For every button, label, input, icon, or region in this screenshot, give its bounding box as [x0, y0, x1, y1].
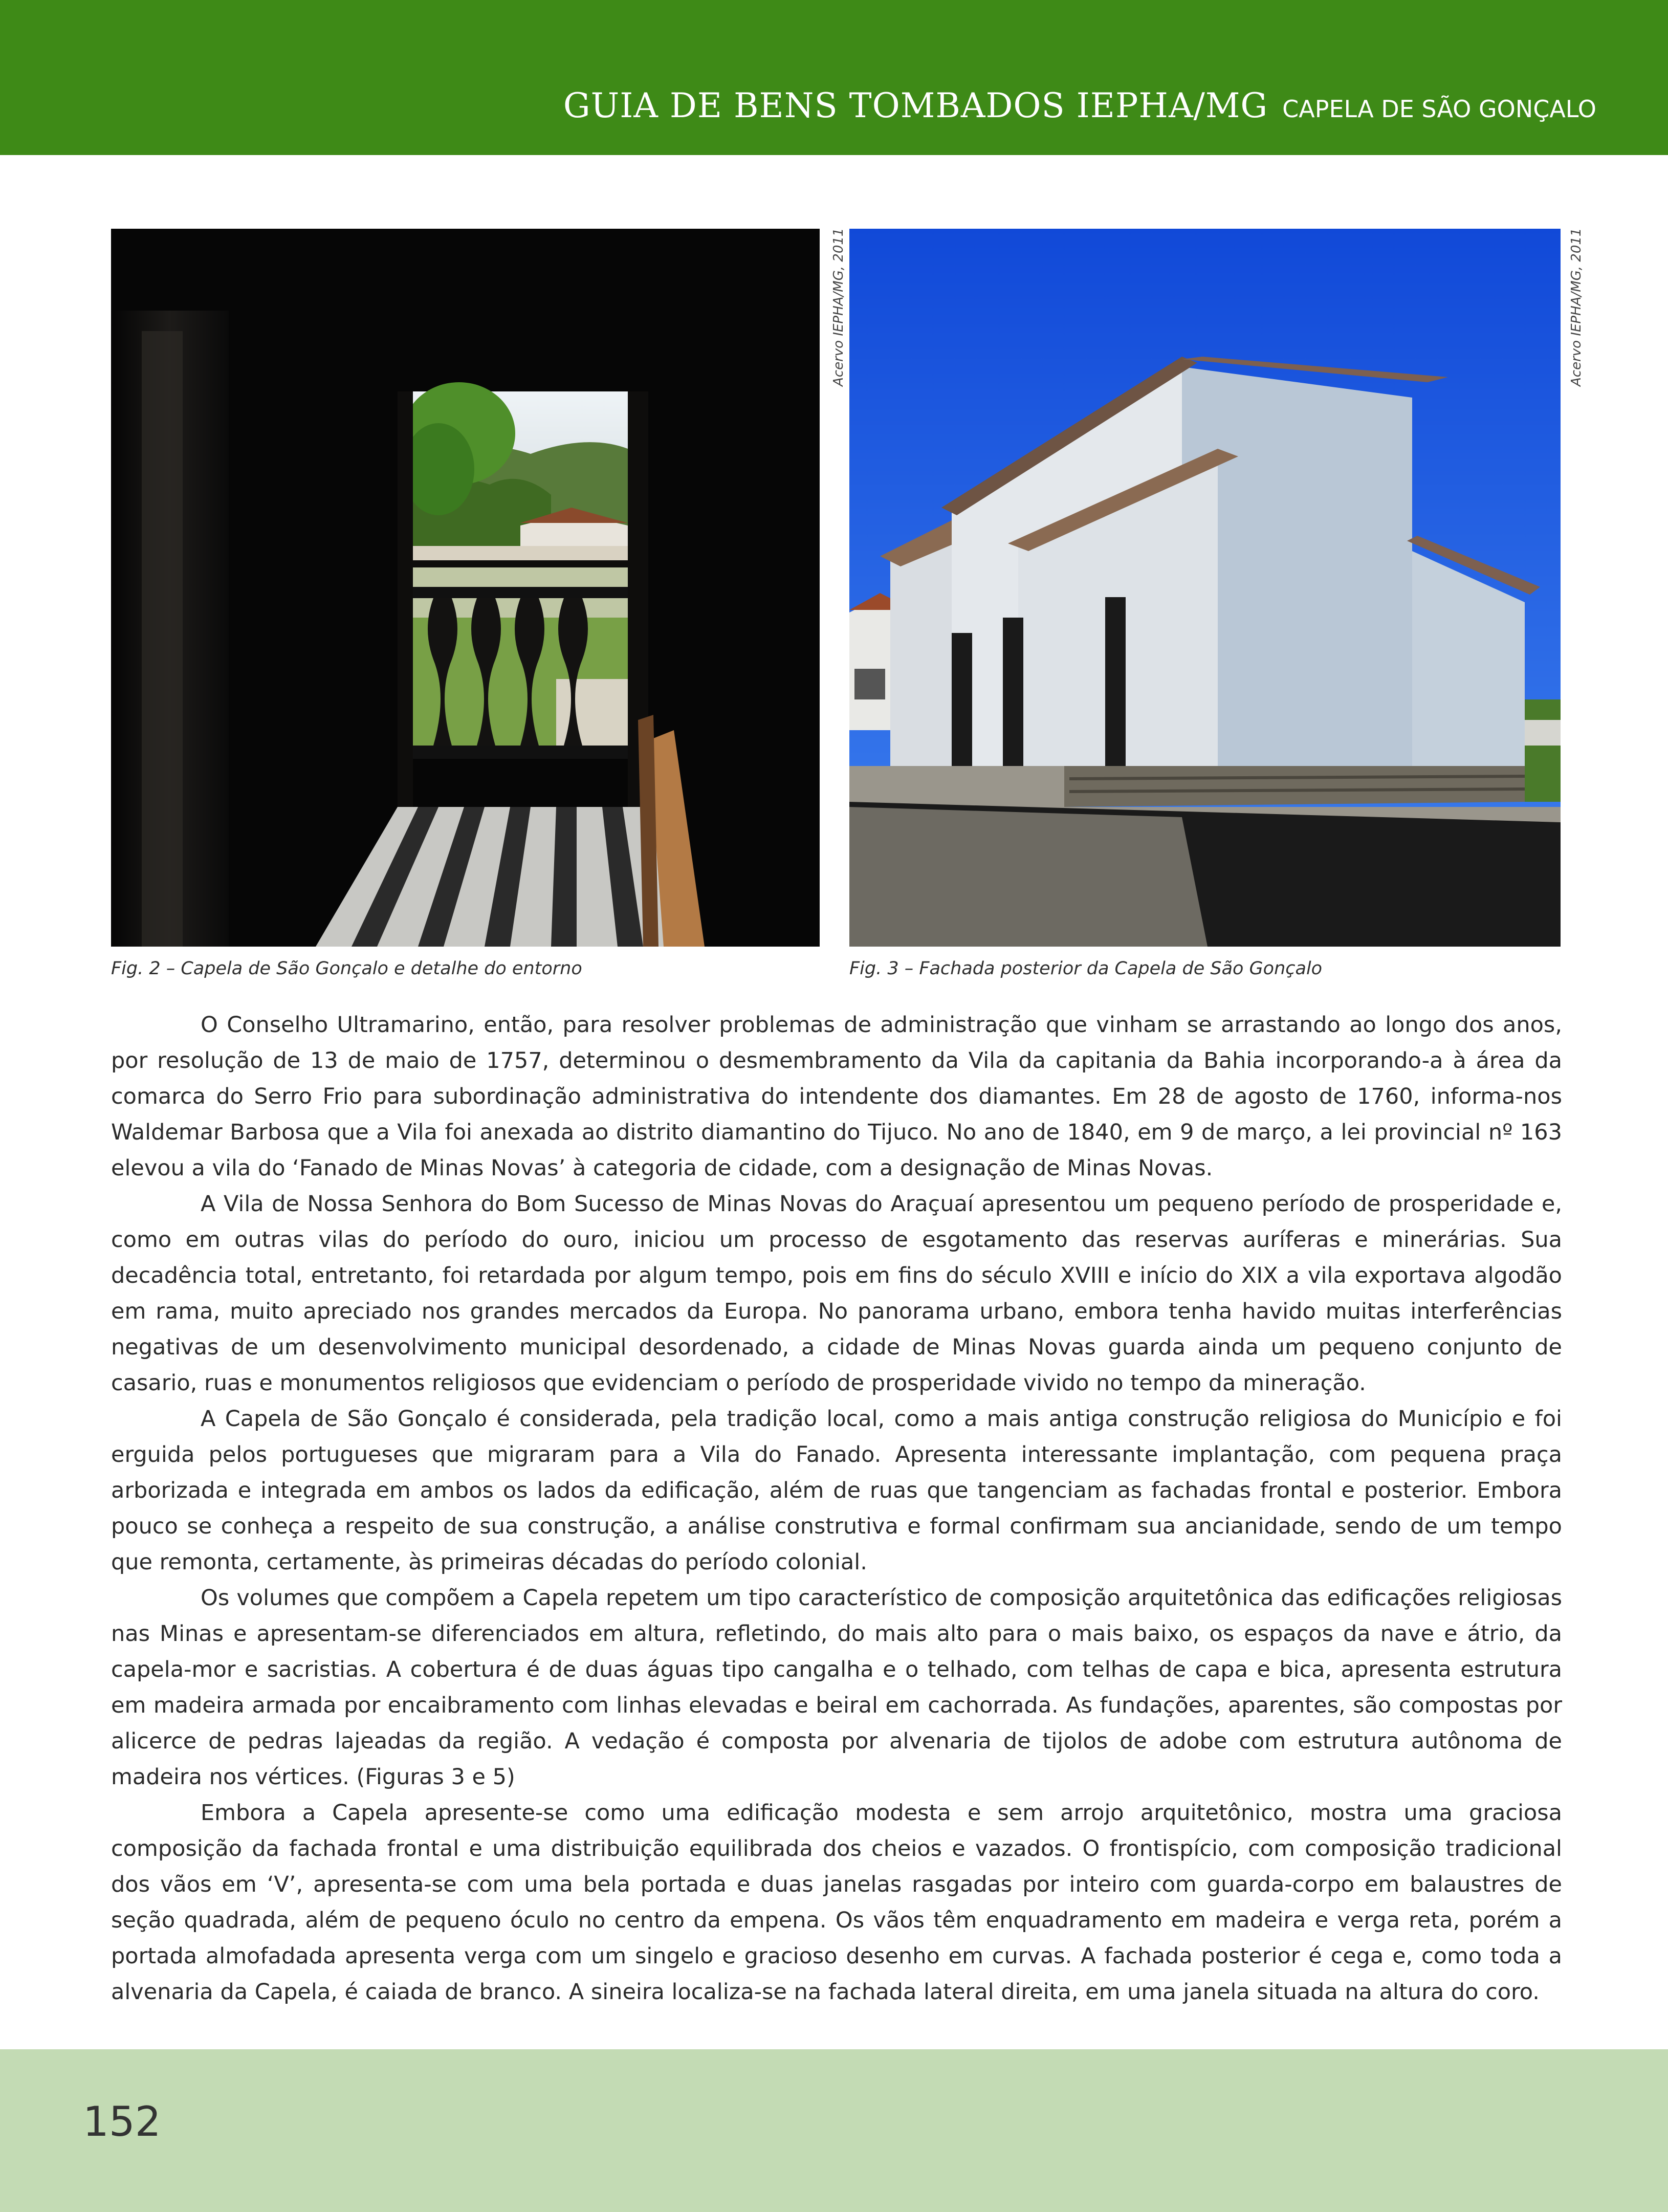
photo-credit-fig2: Acervo IEPHA/MG, 2011	[831, 228, 846, 386]
running-header	[563, 86, 1596, 125]
paragraph: Embora a Capela apresente-se como uma edificação modesta e sem arrojo arquitetônico, mostra uma graciosa composição da fachada frontal e uma distribuição equilibrada dos cheios e vazados. O frontispício, com composição tradicional dos vãos em ‘V’, apresenta-se com uma bela portada e duas janelas rasgadas por inteiro com guarda-corpo em balaustres de seção quadrada, além de pequeno óculo no centro da empena. Os vãos têm enquadramento em madeira e verga reta, porém a portada almofadada apresenta verga com um singelo e gracioso desenho em curvas. A fachada posterior é cega e, como toda a alvenaria da Capela, é caiada de branco. A sineira localiza-se na fachada lateral direita, em uma janela situada na altura do coro.	[111, 1800, 1562, 2005]
figure-3-caption: Fig. 3 – Fachada posterior da Capela de São Gonçalo	[849, 958, 1323, 979]
figure-3-photo	[849, 229, 1561, 947]
header-bar	[0, 0, 1668, 155]
guide-title: GUIA DE BENS TOMBADOS IEPHA/MG	[563, 86, 1268, 125]
figure-2-photo	[111, 229, 820, 947]
article-body	[111, 1007, 1562, 2010]
paragraph: A Vila de Nossa Senhora do Bom Sucesso de Minas Novas do Araçuaí apresentou um pequeno período de prosperidade e, como em outras vilas do período do ouro, iniciou um processo de esgotamento das reservas auríferas e minerárias. Sua decadência total, entretanto, foi retardada por algum tempo, pois em fins do século XVIII e início do XIX a vila exportava algodão em rama, muito apreciado nos grandes mercados da Europa. No panorama urbano, embora tenha havido muitas interferências negativas de um desenvolvimento municipal desordenado, a cidade de Minas Novas guarda ainda um pequeno conjunto de casario, ruas e monumentos religiosos que evidenciam o período de prosperidade vivido no tempo da mineração.	[111, 1191, 1562, 1396]
footer-band	[0, 2049, 1668, 2212]
paragraph: O Conselho Ultramarino, então, para resolver problemas de administração que vinham se arrastando ao longo dos anos, por resolução de 13 de maio de 1757, determinou o desmembramento da Vila da capitania da Bahia incorporando-a à área da comarca do Serro Frio para subordinação administrativa do intendente dos diamantes. Em 28 de agosto de 1760, informa-nos Waldemar Barbosa que a Vila foi anexada ao distrito diamantino do Tijuco. No ano de 1840, em 9 de março, a lei provincial nº 163 elevou a vila do ‘Fanado de Minas Novas’ à categoria de cidade, com a designação de Minas Novas.	[111, 1012, 1562, 1181]
photo-credit-fig3: Acervo IEPHA/MG, 2011	[1569, 228, 1584, 386]
figure-2-caption: Fig. 2 – Capela de São Gonçalo e detalhe do entorno	[111, 958, 582, 979]
page-number: 152	[83, 2098, 161, 2145]
chapter-title: CAPELA DE SÃO GONÇALO	[1282, 95, 1596, 123]
paragraph: A Capela de São Gonçalo é considerada, pela tradição local, como a mais antiga construção religiosa do Município e foi erguida pelos portugueses que migraram para a Vila do Fanado. Apresenta interessante implantação, com pequena praça arborizada e integrada em ambos os lados da edificação, além de ruas que tangenciam as fachadas frontal e posterior. Embora pouco se conheça a respeito de sua construção, a análise construtiva e formal confirmam sua ancianidade, sendo de um tempo que remonta, certamente, às primeiras décadas do período colonial.	[111, 1406, 1562, 1575]
paragraph: Os volumes que compõem a Capela repetem um tipo característico de composição arquitetônica das edificações religiosas nas Minas e apresentam-se diferenciados em altura, refletindo, do mais alto para o mais baixo, os espaços da nave e átrio, da capela-mor e sacristias. A cobertura é de duas águas tipo cangalha e o telhado, com telhas de capa e bica, apresenta estrutura em madeira armada por encaibramento com linhas elevadas e beiral em cachorrada. As fundações, aparentes, são compostas por alicerce de pedras lajeadas da região. A vedação é composta por alvenaria de tijolos de adobe com estrutura autônoma de madeira nos vértices. (Figuras 3 e 5)	[111, 1585, 1562, 1790]
